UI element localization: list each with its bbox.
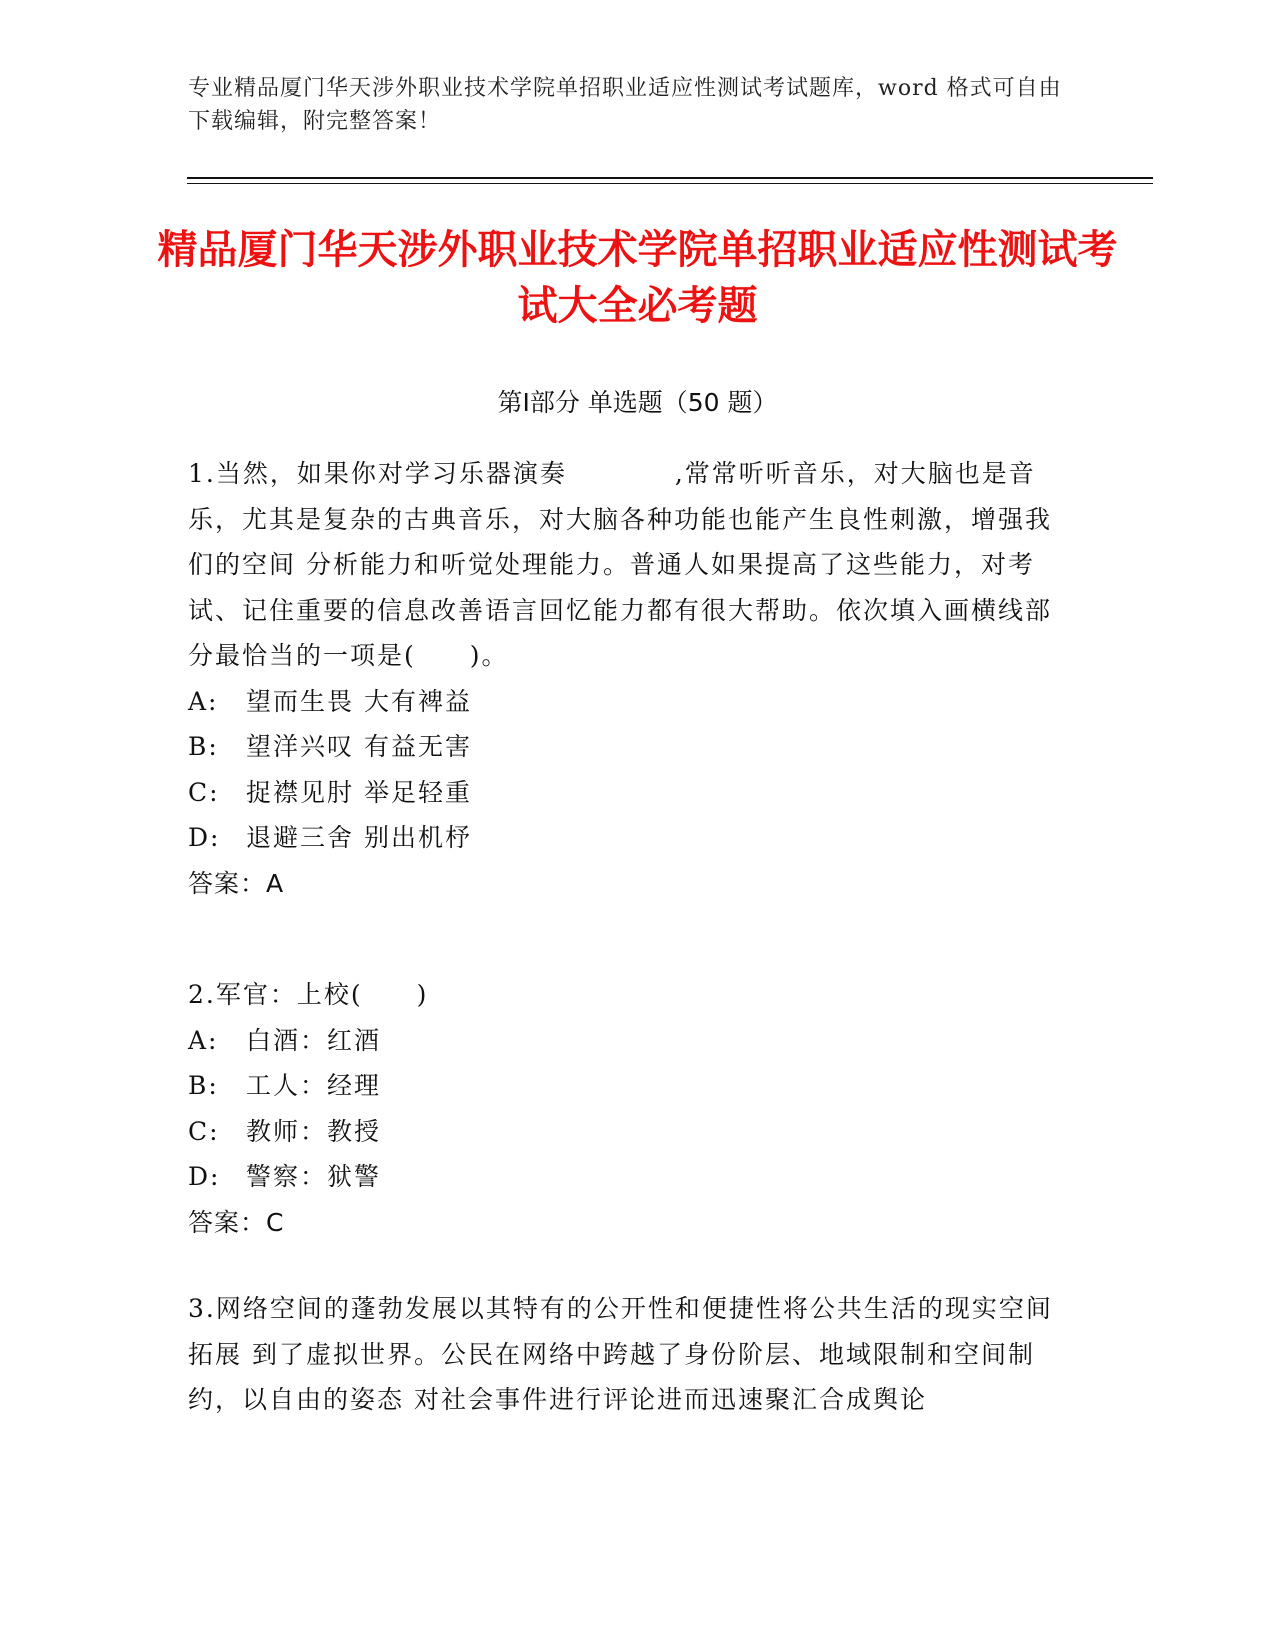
header-divider-thin <box>187 183 1153 184</box>
answer-line: 答案：C <box>188 1207 285 1237</box>
option-key: A: <box>188 686 219 716</box>
option-c <box>188 1109 1078 1155</box>
question-stem: 2.军官：上校( ) <box>188 980 429 1009</box>
option-c <box>188 770 1078 816</box>
option-a <box>188 679 1078 725</box>
option-key: B: <box>188 1071 219 1100</box>
option-key: D: <box>188 823 221 852</box>
option-text: 望而生畏 大有裨益 <box>246 686 472 716</box>
question-1 <box>188 451 1078 906</box>
option-b <box>188 1063 1078 1109</box>
option-text: 白酒：红酒 <box>246 1025 382 1055</box>
question-stem: 1.当然，如果你对学习乐器演奏 ,常常听听音乐，对大脑也是音乐，尤其是复杂的古典音乐，对大脑各种功能也能产生良性刺激，增强我们的空间 分析能力和听觉处理能力。普通人如果提高了这些能力，对考试、记住重要的信息改善语言回忆能力都有很大帮助。依次填入画横线部分最恰当的一项是( )。 <box>188 459 1053 670</box>
option-text: 退避三舍 别出机杼 <box>246 823 472 852</box>
question-2 <box>188 972 1078 1245</box>
option-d <box>188 1154 1078 1200</box>
question-stem: 3.网络空间的蓬勃发展以其特有的公开性和便捷性将公共生活的现实空间拓展 到了虚拟世界。公民在网络中跨越了身份阶层、地域限制和空间制约，以自由的姿态 对社会事件进行评论进而迅速聚汇合成舆论 <box>188 1294 1053 1414</box>
header-divider-thick <box>187 177 1153 179</box>
option-key: C: <box>188 777 220 807</box>
option-d <box>188 815 1078 861</box>
option-text: 警察：狱警 <box>246 1162 382 1191</box>
option-text: 捉襟见肘 举足轻重 <box>246 777 472 807</box>
answer-line: 答案：A <box>188 868 285 898</box>
section-heading: 第Ⅰ部分 单选题（50 题） <box>497 388 778 417</box>
option-b <box>188 724 1078 770</box>
option-text: 工人：经理 <box>246 1071 382 1100</box>
question-3 <box>188 1286 1078 1423</box>
option-key: A: <box>188 1025 219 1055</box>
header-note: 专业精品厦门华天涉外职业技术学院单招职业适应性测试考试题库，word 格式可自由下载编辑，附完整答案！ <box>188 76 1062 134</box>
option-key: D: <box>188 1162 221 1191</box>
option-key: B: <box>188 732 219 761</box>
document-title: 精品厦门华天涉外职业技术学院单招职业适应性测试考试大全必考题 <box>157 227 1118 329</box>
option-text: 教师：教授 <box>246 1116 382 1146</box>
option-key: C: <box>188 1116 220 1146</box>
option-a <box>188 1018 1078 1064</box>
option-text: 望洋兴叹 有益无害 <box>246 732 472 761</box>
